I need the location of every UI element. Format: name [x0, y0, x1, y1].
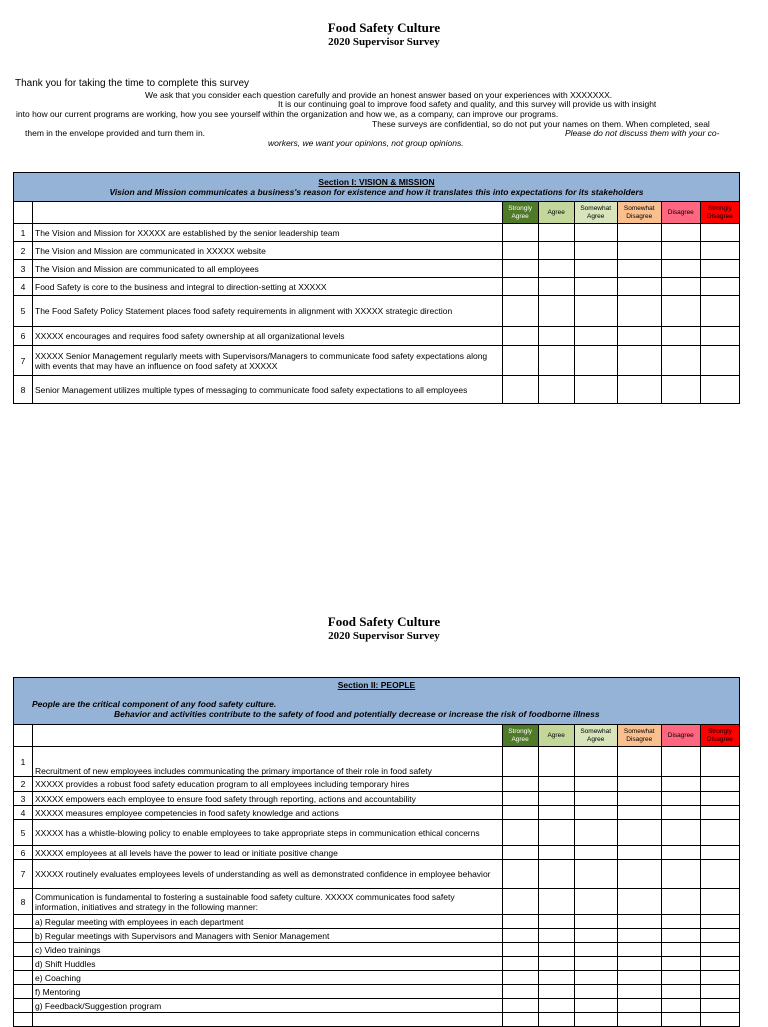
answer-cell[interactable]	[574, 224, 617, 242]
question-text: Food Safety is core to the business and integral to direction-setting at XXXXX	[33, 278, 503, 296]
answer-cell[interactable]	[617, 346, 661, 376]
table-row	[14, 860, 740, 889]
answer-cell[interactable]	[661, 278, 700, 296]
question-number: 6	[14, 327, 33, 346]
answer-cell[interactable]	[661, 806, 700, 820]
answer-cell[interactable]	[617, 260, 661, 278]
answer-cell[interactable]	[574, 346, 617, 376]
answer-cell[interactable]	[502, 889, 538, 915]
section-1-title: Section I: VISION & MISSION	[318, 177, 435, 187]
table-row	[14, 999, 740, 1013]
answer-cell[interactable]	[617, 792, 661, 806]
answer-cell[interactable]	[502, 915, 538, 929]
answer-cell[interactable]	[502, 747, 538, 777]
scale-somewhat-disagree: Somewhat Disagree	[617, 202, 661, 224]
intro-line-4: into how our current programs are working, how you see yourself within the organization and how we, as a company, can improve our programs.	[16, 109, 559, 119]
table-row	[14, 224, 740, 242]
section-1-table	[13, 172, 740, 404]
answer-cell[interactable]	[538, 376, 574, 404]
answer-cell[interactable]	[538, 260, 574, 278]
answer-cell[interactable]	[617, 777, 661, 792]
question-number: 4	[14, 278, 33, 296]
answer-cell[interactable]	[502, 224, 538, 242]
answer-cell[interactable]	[661, 820, 700, 846]
answer-cell[interactable]	[700, 971, 739, 985]
section-2-header	[14, 678, 740, 725]
answer-cell[interactable]	[502, 985, 538, 999]
page-2-title: Food Safety Culture	[327, 614, 441, 629]
answer-cell[interactable]	[661, 224, 700, 242]
sub-item-text: a) Regular meeting with employees in each department	[33, 915, 503, 929]
answer-cell[interactable]	[617, 971, 661, 985]
answer-cell[interactable]	[617, 999, 661, 1013]
table-row	[14, 792, 740, 806]
answer-cell[interactable]	[661, 860, 700, 889]
intro-line-6: them in the envelope provided and turn them in.	[25, 128, 206, 138]
answer-cell[interactable]	[502, 260, 538, 278]
question-number: 2	[14, 242, 33, 260]
sub-item-text: f) Mentoring	[33, 985, 503, 999]
question-text: The Vision and Mission are communicated in XXXXX website	[33, 242, 503, 260]
answer-cell[interactable]	[574, 820, 617, 846]
question-number	[14, 915, 33, 929]
answer-cell[interactable]	[538, 242, 574, 260]
answer-cell[interactable]	[700, 376, 739, 404]
answer-cell[interactable]	[661, 846, 700, 860]
question-number	[14, 929, 33, 943]
answer-cell[interactable]	[574, 296, 617, 327]
answer-cell[interactable]	[617, 943, 661, 957]
answer-cell[interactable]	[538, 971, 574, 985]
answer-cell[interactable]	[574, 792, 617, 806]
answer-cell[interactable]	[538, 224, 574, 242]
answer-cell[interactable]	[502, 806, 538, 820]
answer-cell[interactable]	[538, 792, 574, 806]
answer-cell[interactable]	[538, 985, 574, 999]
answer-cell[interactable]	[700, 889, 739, 915]
question-number: 1	[14, 224, 33, 242]
answer-cell[interactable]	[661, 971, 700, 985]
answer-cell[interactable]	[700, 943, 739, 957]
section-1-description: Vision and Mission communicates a business's reason for existence and how it translates this into expectations for its stakeholders	[109, 187, 644, 197]
answer-cell[interactable]	[617, 1013, 661, 1027]
answer-cell[interactable]	[538, 806, 574, 820]
answer-cell[interactable]	[574, 915, 617, 929]
answer-cell[interactable]	[502, 346, 538, 376]
answer-cell[interactable]	[661, 242, 700, 260]
table-row	[14, 260, 740, 278]
section-2-table	[13, 677, 740, 1027]
question-text: Senior Management utilizes multiple types of messaging to communicate food safety expectations to all employees	[33, 376, 503, 404]
answer-cell[interactable]	[617, 747, 661, 777]
question-text: XXXXX employees at all levels have the power to lead or initiate positive change	[33, 846, 503, 860]
question-number: 1	[14, 747, 33, 777]
answer-cell[interactable]	[574, 985, 617, 999]
scale-spacer	[14, 202, 33, 224]
answer-cell[interactable]	[538, 820, 574, 846]
scale-agree: Agree	[538, 202, 574, 224]
question-text: XXXXX provides a robust food safety education program to all employees including temporary hires	[33, 777, 503, 792]
answer-cell[interactable]	[700, 957, 739, 971]
answer-cell[interactable]	[538, 860, 574, 889]
answer-cell[interactable]	[661, 889, 700, 915]
table-row	[14, 985, 740, 999]
answer-cell[interactable]	[617, 985, 661, 999]
question-text: XXXXX encourages and requires food safety ownership at all organizational levels	[33, 327, 503, 346]
scale-spacer	[33, 202, 503, 224]
answer-cell[interactable]	[538, 929, 574, 943]
answer-cell[interactable]	[502, 957, 538, 971]
answer-cell[interactable]	[538, 327, 574, 346]
intro-line-5: These surveys are confidential, so do not put your names on them. When completed, seal	[372, 119, 710, 129]
answer-cell[interactable]	[700, 915, 739, 929]
section-2-description-2: Behavior and activities contribute to the safety of food and potentially decrease or increase the risk of foodborne illness	[114, 709, 600, 719]
sub-item-text: g) Feedback/Suggestion program	[33, 999, 503, 1013]
answer-cell[interactable]	[700, 1013, 739, 1027]
answer-cell[interactable]	[661, 777, 700, 792]
scale-somewhat-disagree: Somewhat Disagree	[617, 725, 661, 747]
answer-cell[interactable]	[574, 846, 617, 860]
answer-cell[interactable]	[574, 860, 617, 889]
table-row	[14, 846, 740, 860]
answer-cell[interactable]	[574, 278, 617, 296]
answer-cell[interactable]	[538, 999, 574, 1013]
answer-cell[interactable]	[574, 1013, 617, 1027]
sub-item-text	[33, 1013, 503, 1027]
question-number: 3	[14, 792, 33, 806]
question-text: Recruitment of new employees includes communicating the primary importance of their role in food safety	[33, 747, 503, 777]
answer-cell[interactable]	[538, 1013, 574, 1027]
question-number: 7	[14, 860, 33, 889]
answer-cell[interactable]	[661, 792, 700, 806]
table-row	[14, 915, 740, 929]
scale-strongly-disagree: Strongly Disagree	[700, 725, 739, 747]
answer-cell[interactable]	[661, 346, 700, 376]
answer-cell[interactable]	[538, 957, 574, 971]
question-number: 8	[14, 376, 33, 404]
answer-cell[interactable]	[700, 929, 739, 943]
answer-cell[interactable]	[502, 1013, 538, 1027]
question-text: Communication is fundamental to fostering a sustainable food safety culture. XXXXX communicates food safety information, initiatives and strategy in the following manner:	[33, 889, 503, 915]
intro-line-7: workers, we want your opinions, not group opinions.	[268, 138, 464, 148]
question-text: XXXXX empowers each employee to ensure food safety through reporting, actions and accountability	[33, 792, 503, 806]
page-2-subtitle: 2020 Supervisor Survey	[328, 630, 440, 642]
answer-cell[interactable]	[700, 296, 739, 327]
answer-cell[interactable]	[617, 327, 661, 346]
intro-line-3: It is our continuing goal to improve food safety and quality, and this survey will provide us with insight	[278, 99, 657, 109]
page-subtitle: 2020 Supervisor Survey	[328, 36, 440, 48]
answer-cell[interactable]	[700, 999, 739, 1013]
answer-cell[interactable]	[700, 242, 739, 260]
answer-cell[interactable]	[574, 943, 617, 957]
section-2-description-1: People are the critical component of any food safety culture.	[32, 699, 277, 709]
table-row	[14, 278, 740, 296]
scale-spacer	[14, 725, 33, 747]
answer-cell[interactable]	[574, 929, 617, 943]
answer-cell[interactable]	[538, 846, 574, 860]
answer-cell[interactable]	[661, 957, 700, 971]
section-1-header	[14, 173, 740, 202]
answer-cell[interactable]	[538, 777, 574, 792]
answer-cell[interactable]	[617, 224, 661, 242]
answer-cell[interactable]	[538, 915, 574, 929]
scale-strongly-agree: Strongly Agree	[502, 202, 538, 224]
answer-cell[interactable]	[502, 820, 538, 846]
question-number: 5	[14, 296, 33, 327]
answer-cell[interactable]	[661, 943, 700, 957]
answer-cell[interactable]	[700, 860, 739, 889]
answer-cell[interactable]	[502, 846, 538, 860]
answer-cell[interactable]	[502, 777, 538, 792]
answer-cell[interactable]	[661, 985, 700, 999]
answer-cell[interactable]	[538, 296, 574, 327]
question-text: XXXXX Senior Management regularly meets with Supervisors/Managers to communicate food safety expectations along with events that may have an influence on food safety at XXXXX	[33, 346, 503, 376]
answer-cell[interactable]	[502, 242, 538, 260]
sub-item-text: d) Shift Huddles	[33, 957, 503, 971]
answer-cell[interactable]	[700, 777, 739, 792]
intro-thanks: Thank you for taking the time to complete this survey	[15, 78, 249, 89]
intro-line-6-italic: Please do not discuss them with your co-	[565, 128, 720, 138]
table-row	[14, 929, 740, 943]
answer-cell[interactable]	[574, 889, 617, 915]
answer-cell[interactable]	[574, 971, 617, 985]
answer-cell[interactable]	[661, 260, 700, 278]
table-row	[14, 820, 740, 846]
question-number	[14, 985, 33, 999]
table-row	[14, 957, 740, 971]
answer-cell[interactable]	[700, 747, 739, 777]
answer-cell[interactable]	[502, 296, 538, 327]
answer-cell[interactable]	[617, 376, 661, 404]
scale-somewhat-agree: Somewhat Agree	[574, 725, 617, 747]
scale-spacer	[33, 725, 503, 747]
answer-cell[interactable]	[700, 278, 739, 296]
answer-cell[interactable]	[574, 242, 617, 260]
question-number: 4	[14, 806, 33, 820]
answer-cell[interactable]	[502, 971, 538, 985]
table-row	[14, 346, 740, 376]
answer-cell[interactable]	[617, 820, 661, 846]
table-row	[14, 943, 740, 957]
table-row	[14, 327, 740, 346]
intro-line-2: We ask that you consider each question carefully and provide an honest answer based on your experiences with XXXXXXX.	[145, 90, 613, 100]
answer-cell[interactable]	[502, 376, 538, 404]
answer-cell[interactable]	[502, 792, 538, 806]
table-row	[14, 376, 740, 404]
answer-cell[interactable]	[700, 820, 739, 846]
answer-cell[interactable]	[661, 1013, 700, 1027]
scale-somewhat-agree: Somewhat Agree	[574, 202, 617, 224]
question-text: XXXXX has a whistle-blowing policy to enable employees to take appropriate steps in communication ethical concerns	[33, 820, 503, 846]
question-number	[14, 943, 33, 957]
answer-cell[interactable]	[700, 985, 739, 999]
question-number: 2	[14, 777, 33, 792]
answer-cell[interactable]	[502, 999, 538, 1013]
answer-cell[interactable]	[502, 327, 538, 346]
answer-cell[interactable]	[661, 376, 700, 404]
answer-cell[interactable]	[700, 224, 739, 242]
question-text: XXXXX routinely evaluates employees levels of understanding as well as demonstrated confidence in employee behavior	[33, 860, 503, 889]
question-text: The Vision and Mission are communicated to all employees	[33, 260, 503, 278]
answer-cell[interactable]	[502, 943, 538, 957]
answer-cell[interactable]	[538, 278, 574, 296]
answer-cell[interactable]	[661, 915, 700, 929]
scale-agree: Agree	[538, 725, 574, 747]
scale-strongly-disagree: Strongly Disagree	[700, 202, 739, 224]
answer-cell[interactable]	[700, 846, 739, 860]
answer-cell[interactable]	[700, 806, 739, 820]
answer-cell[interactable]	[661, 999, 700, 1013]
answer-cell[interactable]	[574, 777, 617, 792]
sub-item-text: c) Video trainings	[33, 943, 503, 957]
table-row	[14, 1013, 740, 1027]
question-number	[14, 999, 33, 1013]
table-row	[14, 747, 740, 777]
answer-cell[interactable]	[574, 999, 617, 1013]
answer-cell[interactable]	[617, 957, 661, 971]
answer-cell[interactable]	[661, 929, 700, 943]
table-row	[14, 971, 740, 985]
sub-item-text: b) Regular meetings with Supervisors and Managers with Senior Management	[33, 929, 503, 943]
answer-cell[interactable]	[617, 846, 661, 860]
answer-cell[interactable]	[617, 242, 661, 260]
answer-cell[interactable]	[661, 327, 700, 346]
answer-cell[interactable]	[700, 346, 739, 376]
answer-cell[interactable]	[538, 943, 574, 957]
answer-cell[interactable]	[574, 260, 617, 278]
answer-cell[interactable]	[617, 889, 661, 915]
question-number: 3	[14, 260, 33, 278]
scale-strongly-agree: Strongly Agree	[502, 725, 538, 747]
answer-cell[interactable]	[538, 346, 574, 376]
answer-cell[interactable]	[574, 806, 617, 820]
answer-cell[interactable]	[574, 327, 617, 346]
question-number: 6	[14, 846, 33, 860]
answer-cell[interactable]	[574, 957, 617, 971]
section-2-title: Section II: PEOPLE	[337, 680, 416, 690]
scale-disagree: Disagree	[661, 202, 700, 224]
question-number: 7	[14, 346, 33, 376]
answer-cell[interactable]	[661, 296, 700, 327]
question-number: 5	[14, 820, 33, 846]
question-number	[14, 957, 33, 971]
table-row	[14, 777, 740, 792]
answer-cell[interactable]	[574, 747, 617, 777]
answer-cell[interactable]	[617, 806, 661, 820]
sub-item-text: e) Coaching	[33, 971, 503, 985]
question-text: The Food Safety Policy Statement places food safety requirements in alignment with XXXXX strategic direction	[33, 296, 503, 327]
question-number: 8	[14, 889, 33, 915]
table-row	[14, 296, 740, 327]
answer-cell[interactable]	[617, 296, 661, 327]
answer-cell[interactable]	[538, 747, 574, 777]
answer-cell[interactable]	[617, 278, 661, 296]
answer-cell[interactable]	[617, 929, 661, 943]
answer-cell[interactable]	[538, 889, 574, 915]
page-title: Food Safety Culture	[327, 20, 441, 35]
question-text: XXXXX measures employee competencies in food safety knowledge and actions	[33, 806, 503, 820]
answer-cell[interactable]	[502, 860, 538, 889]
answer-cell[interactable]	[700, 260, 739, 278]
scale-disagree: Disagree	[661, 725, 700, 747]
answer-cell[interactable]	[502, 278, 538, 296]
question-text: The Vision and Mission for XXXXX are established by the senior leadership team	[33, 224, 503, 242]
answer-cell[interactable]	[700, 792, 739, 806]
table-row	[14, 889, 740, 915]
question-number	[14, 1013, 33, 1027]
answer-cell[interactable]	[661, 747, 700, 777]
answer-cell[interactable]	[574, 376, 617, 404]
answer-cell[interactable]	[617, 860, 661, 889]
answer-cell[interactable]	[617, 915, 661, 929]
table-row	[14, 806, 740, 820]
answer-cell[interactable]	[502, 929, 538, 943]
answer-cell[interactable]	[700, 327, 739, 346]
question-number	[14, 971, 33, 985]
table-row	[14, 242, 740, 260]
